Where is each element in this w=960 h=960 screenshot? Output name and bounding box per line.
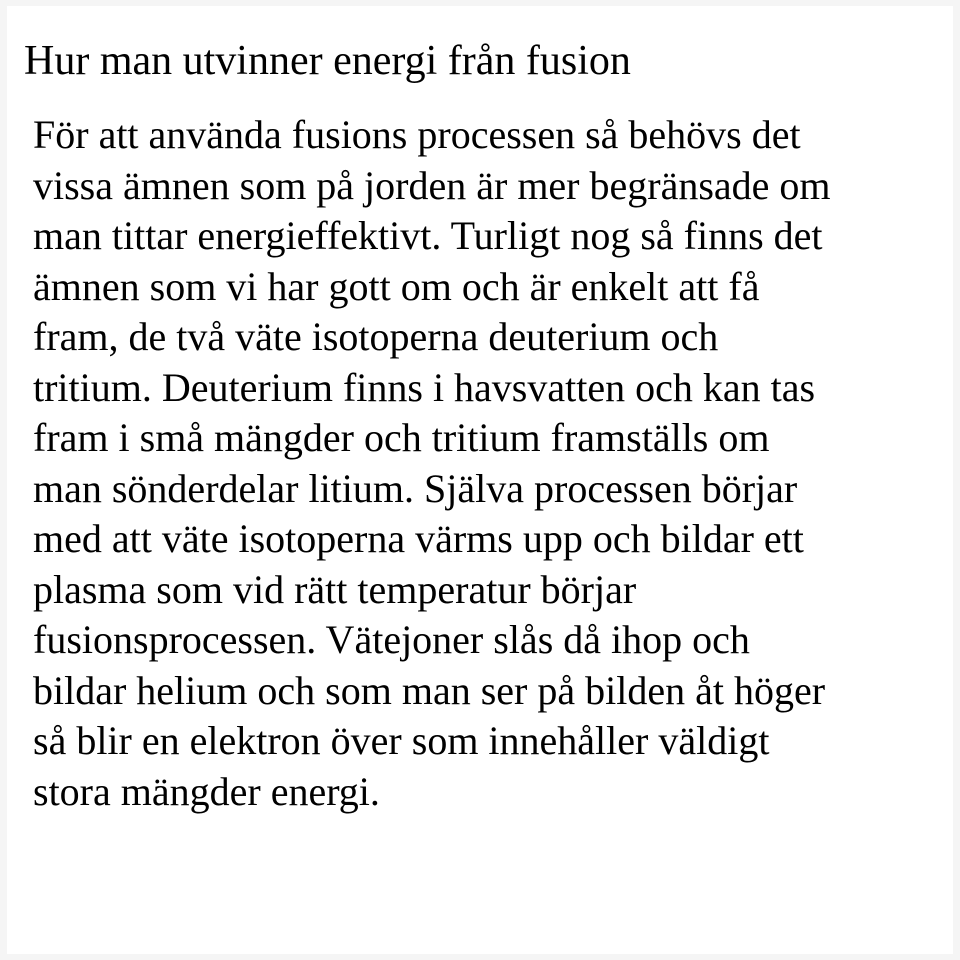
paragraph-line: med att väte isotoperna värms upp och bildar ett <box>33 516 804 561</box>
paragraph-line: fram i små mängder och tritium framställs om <box>33 415 770 460</box>
paragraph-line: vissa ämnen som på jorden är mer begränsade om <box>33 162 831 208</box>
body-paragraph <box>33 110 943 817</box>
paragraph-line: ämnen som vi har gott om och är enkelt att få <box>33 263 760 309</box>
document-sheet <box>7 6 953 954</box>
paragraph-line: man tittar energieffektivt. Turligt nog så finns det <box>33 213 823 258</box>
paragraph-line: stora mängder energi. <box>33 768 380 814</box>
paragraph-line: tritium. Deuterium finns i havsvatten och kan tas <box>33 364 816 410</box>
page-title: Hur man utvinner energi från fusion <box>24 38 631 84</box>
paragraph-line: man sönderdelar litium. Själva processen börjar <box>33 465 798 511</box>
paragraph-line: plasma som vid rätt temperatur börjar <box>33 566 637 612</box>
paragraph-line: fram, de två väte isotoperna deuterium och <box>33 314 719 359</box>
paragraph-line: fusionsprocessen. Vätejoner slås då ihop och <box>33 617 750 662</box>
paragraph-line: bildar helium och som man ser på bilden åt höger <box>33 667 826 713</box>
paragraph-line: För att använda fusions processen så behövs det <box>33 112 801 157</box>
paragraph-line: så blir en elektron över som innehåller väldigt <box>33 718 770 763</box>
